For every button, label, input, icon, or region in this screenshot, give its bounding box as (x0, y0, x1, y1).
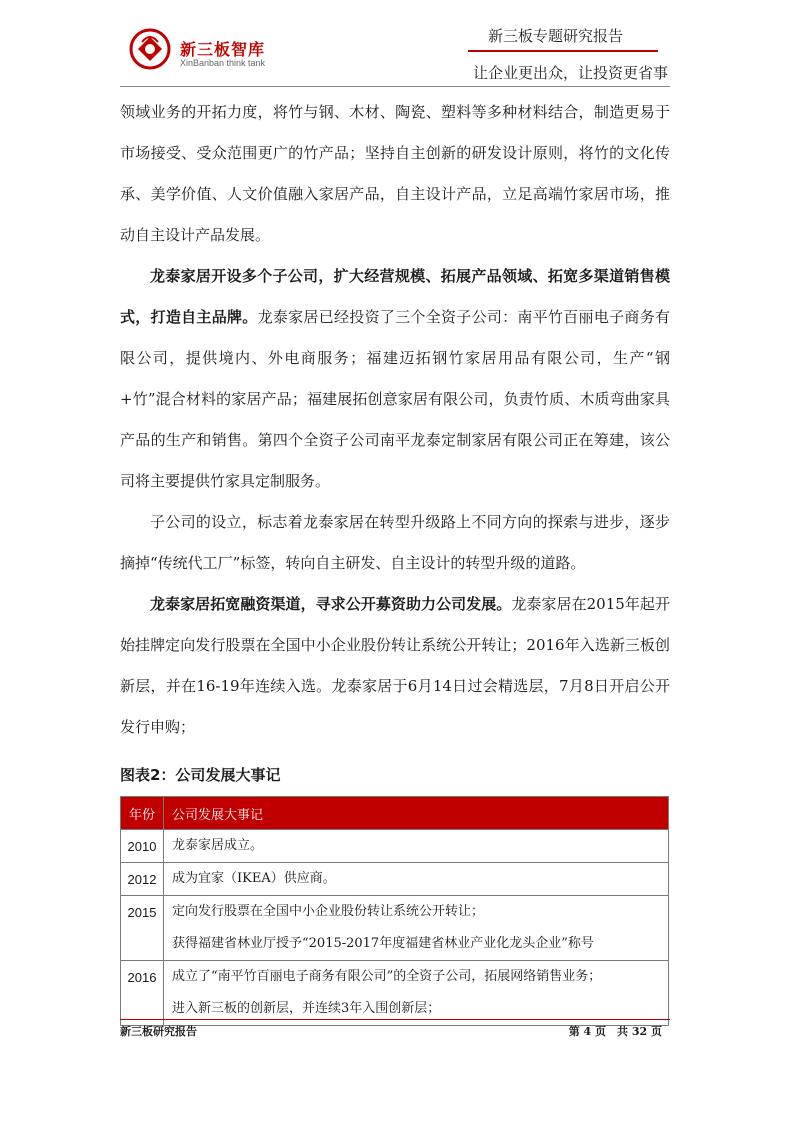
header-accent-line (468, 50, 658, 52)
paragraph-lead: 龙泰家居拓宽融资渠道，寻求公开募资助力公司发展。 (150, 595, 512, 613)
events-cell: 成立了“南平竹百丽电子商务有限公司”的全资子公司，拓展网络销售业务； 进入新三板的创新层，并连续3年入围创新层； (164, 961, 669, 1026)
table-row (121, 863, 669, 896)
table-row (121, 896, 669, 961)
paragraph: 领域业务的开拓力度，将竹与钢、木材、陶瓷、塑料等多种材料结合，制造更易于市场接受、受众范围更广的竹产品；坚持自主创新的研发设计原则，将竹的文化传承、美学价值、人文价值融入家居产品，自主设计产品，立足高端竹家居市场，推动自主设计产品发展。 (120, 103, 670, 244)
header-rule (120, 86, 670, 87)
paragraph: 龙泰家居拓宽融资渠道，寻求公开募资助力公司发展。龙泰家居在2015年起开始挂牌定向发行股票在全国中小企业股份转让系统公开转让；2016年入选新三板创新层，并在16-19年连续入选。龙泰家居于6月14日过会精选层，7月8日开启公开发行申购； (120, 595, 670, 736)
logo-text-en: XinBanban think tank (180, 58, 266, 68)
logo-text-cn: 新三板智库 (180, 40, 266, 59)
footer-rule (120, 1019, 670, 1020)
paragraph: 子公司的设立，标志着龙泰家居在转型升级路上不同方向的探索与进步，逐步摘掉“传统代工厂”标签，转向自主研发、自主设计的转型升级的道路。 (120, 513, 670, 572)
figure-title: 图表2：公司发展大事记 (120, 766, 281, 784)
year-cell: 2016 (121, 961, 164, 1026)
year-cell: 2010 (121, 830, 164, 863)
footer-report-name: 新三板研究报告 (120, 1025, 197, 1038)
events-cell: 定向发行股票在全国中小企业股份转让系统公开转让； 获得福建省林业厅授予“2015-2017年度福建省林业产业化龙头企业”称号 (164, 896, 669, 961)
table-row (121, 961, 669, 1026)
header-slogan: 让企业更出众，让投资更省事 (472, 64, 668, 82)
column-header-year: 年份 (121, 797, 164, 830)
year-cell: 2015 (121, 896, 164, 961)
column-header-events: 公司发展大事记 (164, 797, 669, 830)
page-number: 第 4 页 共 32 页 (568, 1025, 662, 1038)
paragraph-lead: 龙泰家居开设多个子公司，扩大经营规模、拓展产品领域、拓宽多渠道销售模式，打造自主品牌。 (120, 267, 670, 326)
table-header-row (121, 797, 669, 830)
logo-emblem-icon (128, 28, 172, 70)
logo (128, 28, 298, 70)
report-series-title: 新三板专题研究报告 (487, 27, 623, 45)
events-cell: 成为宜家（IKEA）供应商。 (164, 863, 669, 896)
year-cell: 2012 (121, 863, 164, 896)
milestones-table (120, 796, 669, 1026)
paragraph: 龙泰家居开设多个子公司，扩大经营规模、拓展产品领域、拓宽多渠道销售模式，打造自主品牌。龙泰家居已经投资了三个全资子公司：南平竹百丽电子商务有限公司，提供境内、外电商服务；福建迈拓钢竹家居用品有限公司，生产“钢+竹”混合材料的家居产品；福建展拓创意家居有限公司，负责竹质、木质弯曲家具产品的生产和销售。第四个全资子公司南平龙泰定制家居有限公司正在筹建，该公司将主要提供竹家具定制服务。 (120, 267, 670, 490)
body-text (120, 92, 670, 748)
table-row (121, 830, 669, 863)
events-cell: 龙泰家居成立。 (164, 830, 669, 863)
